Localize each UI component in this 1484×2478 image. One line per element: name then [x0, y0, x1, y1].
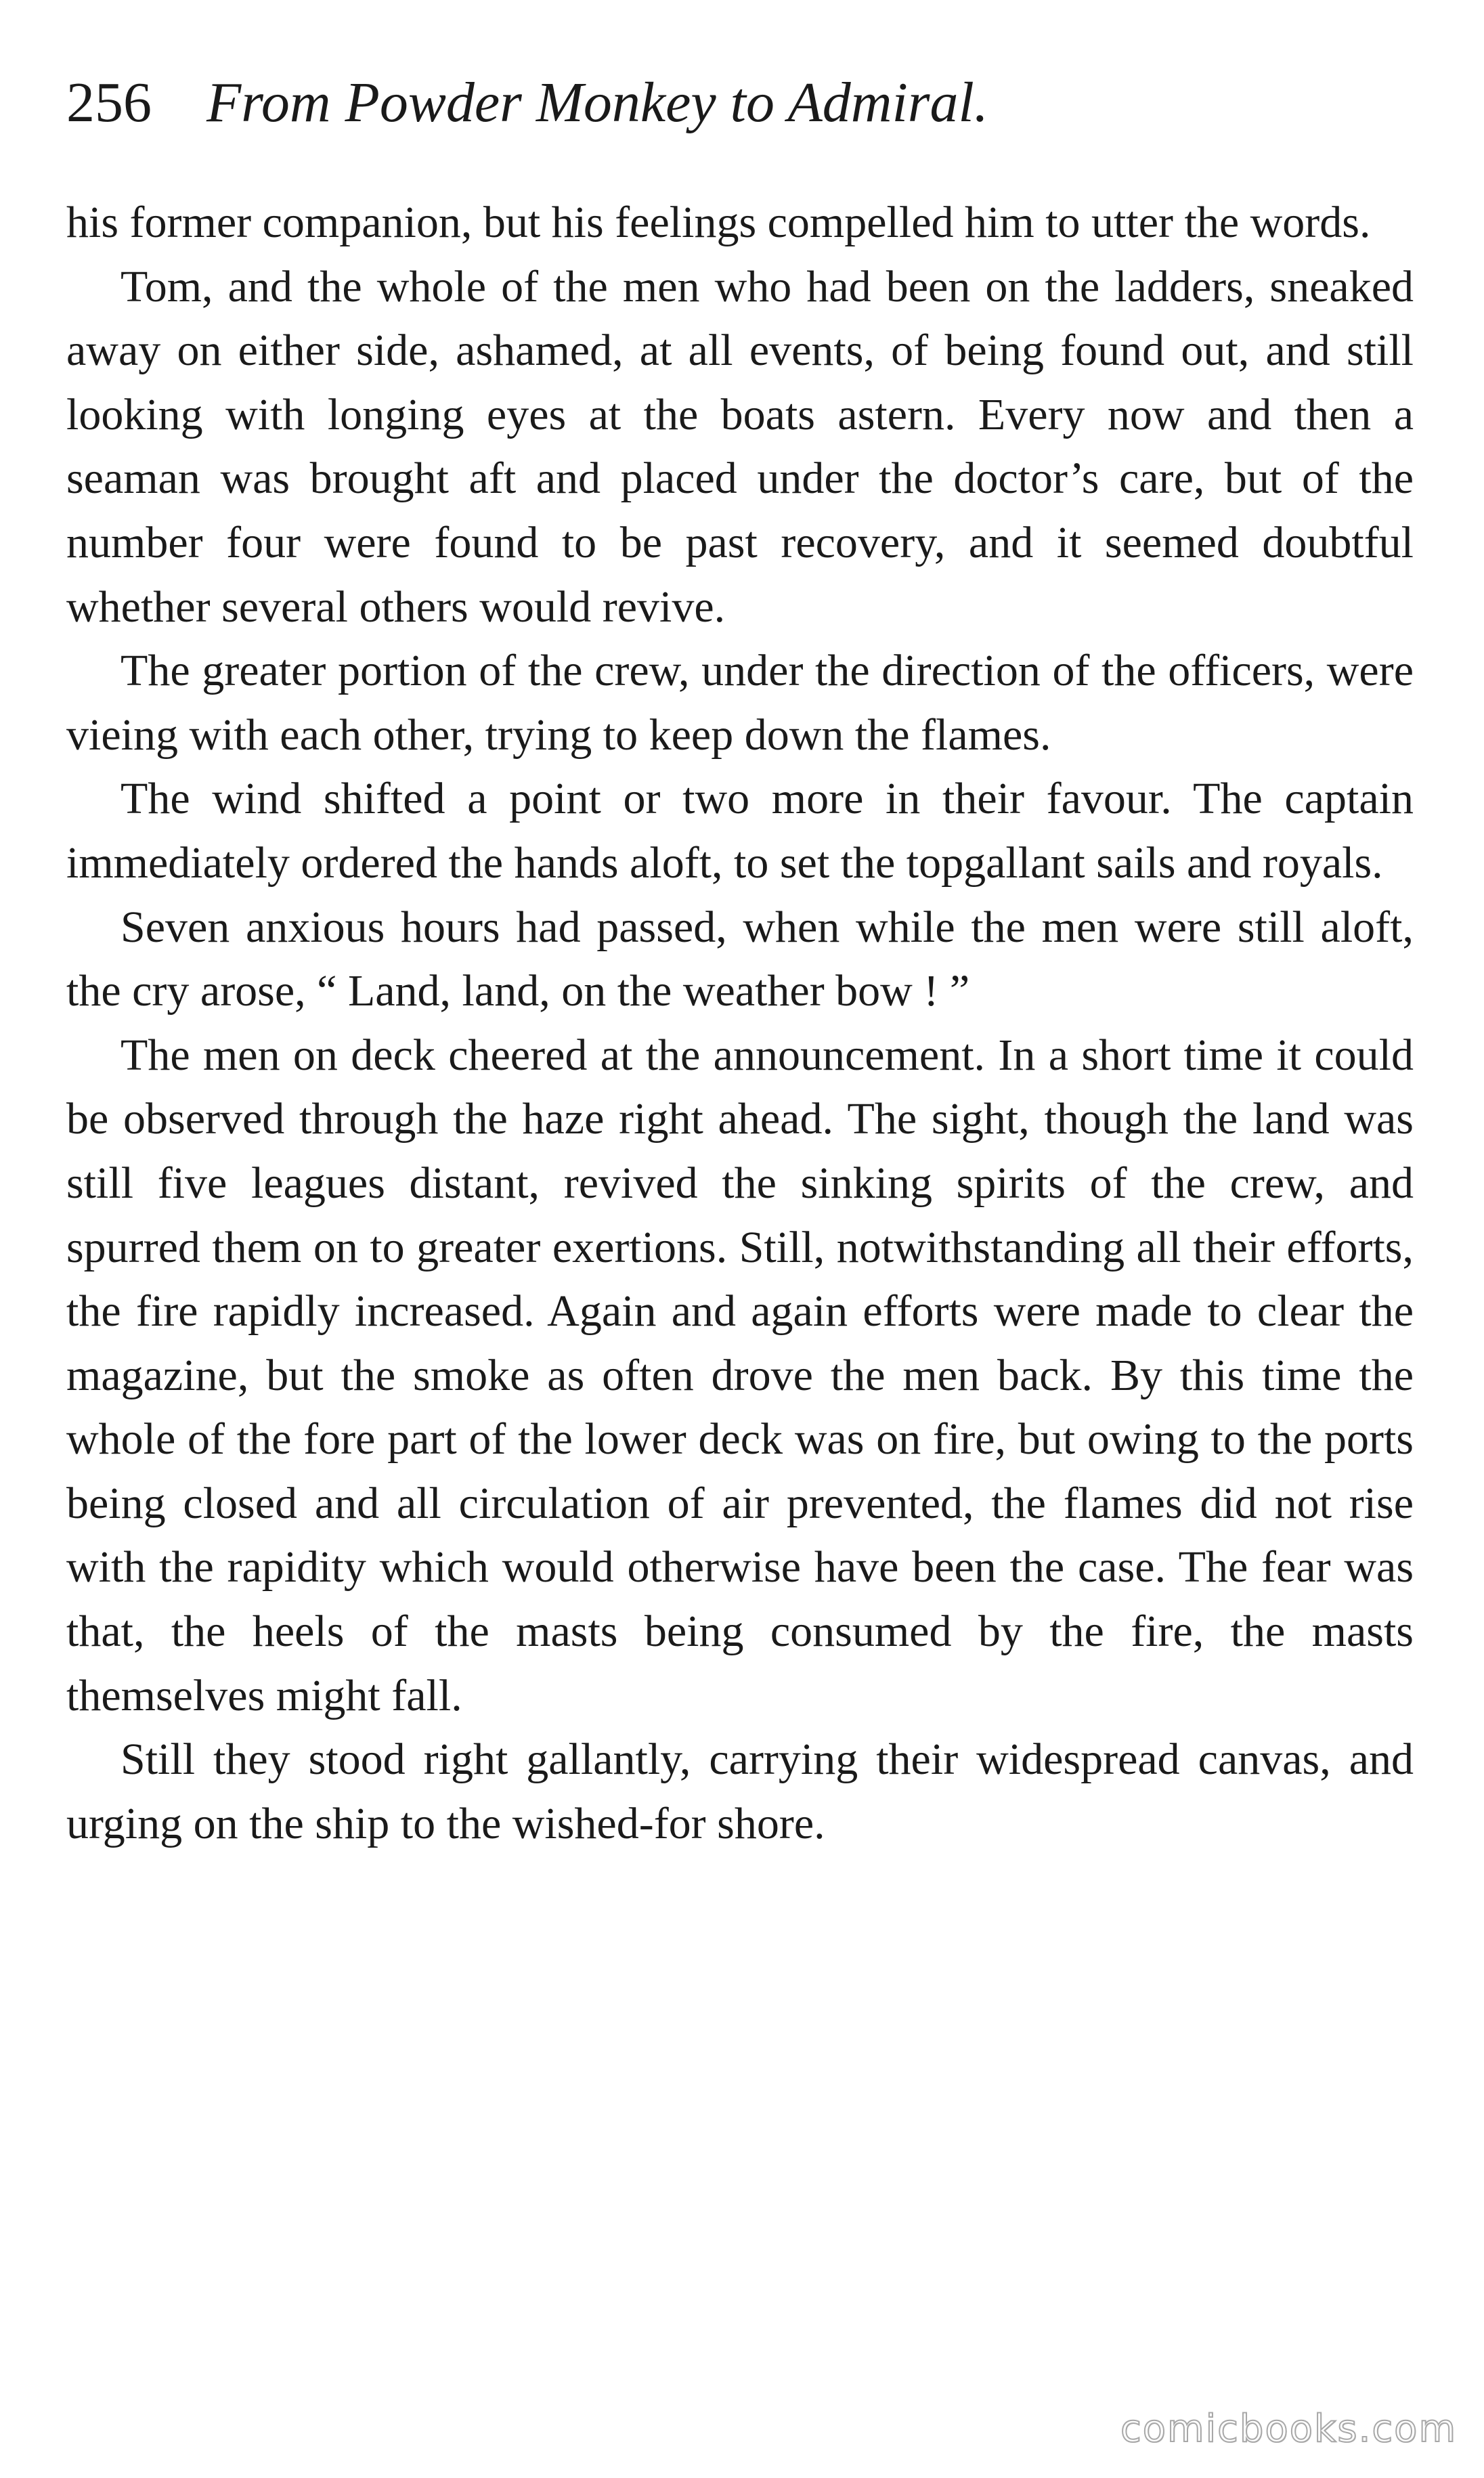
running-title: From Powder Monkey to Admiral.	[206, 71, 988, 134]
paragraph: his former companion, but his feelings compelled him to utter the words.	[66, 198, 1371, 247]
paragraph: Still they stood right gallantly, carrying their widespread canvas, and urging on the ship to the wished-for shore.	[66, 1735, 1414, 1848]
page-header	[66, 62, 1420, 144]
watermark: comicbooks.com	[1120, 2407, 1457, 2451]
body-text	[66, 191, 1414, 1856]
page-number: 256	[66, 71, 152, 134]
paragraph: The greater portion of the crew, under the direction of the officers, were vieing with each other, trying to keep down the flames.	[66, 646, 1414, 760]
paragraph: The men on deck cheered at the announcement. In a short time it could be observed through the haze right ahead. The sight, though the land was still five leagues distant, revived the sinking spirits of the crew, and spurred them on to greater exertions. Still, notwithstanding all their efforts, the fire rapidly increased. Again and again efforts were made to clear the magazine, but the smoke as often drove the men back. By this time the whole of the fore part of the lower deck was on fire, but owing to the ports being closed and all circulation of air prevented, the flames did not rise with the rapidity which would otherwise have been the case. The fear was that, the heels of the masts being consumed by the fire, the masts themselves might fall.	[66, 1030, 1414, 1720]
paragraph: The wind shifted a point or two more in their favour. The captain immediately ordered the hands aloft, to set the topgallant sails and royals.	[66, 774, 1414, 888]
paragraph: Tom, and the whole of the men who had been on the ladders, sneaked away on either side, ashamed, at all events, of being found out, and still looking with longing eyes at the boats astern. Every now and then a seaman was brought aft and placed under the doctor’s care, but of the number four were found to be past recovery, and it seemed doubtful whether several others would revive.	[66, 261, 1414, 632]
paragraph: Seven anxious hours had passed, when while the men were still aloft, the cry arose, “ Land, land, on the weather bow ! ”	[66, 902, 1414, 1016]
